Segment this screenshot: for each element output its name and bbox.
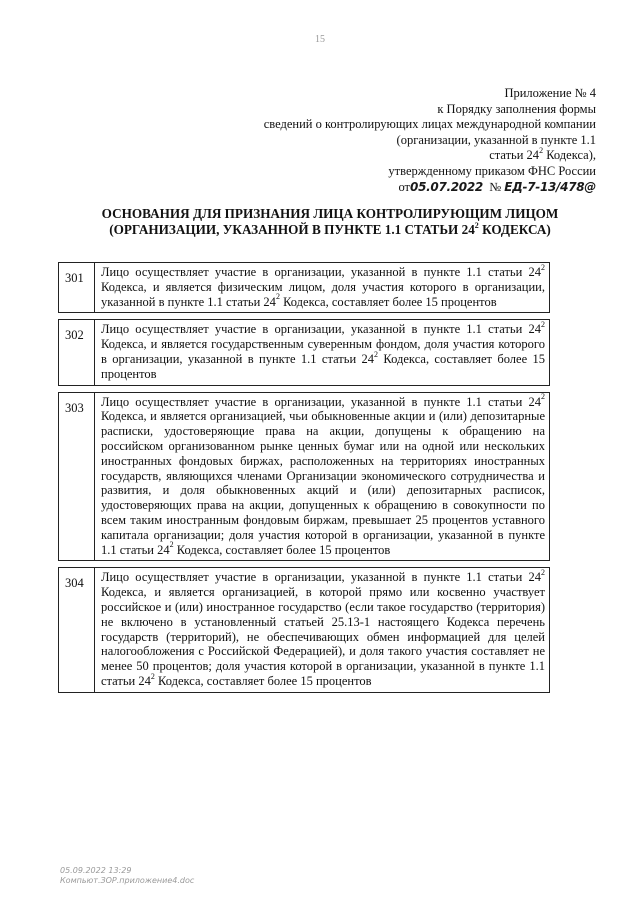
ground-text: Кодекса, и является физическим лицом, доля участия которого в организации, указанной в пункте 1.1 статьи 24 bbox=[101, 279, 545, 309]
page-number: 15 bbox=[315, 34, 325, 45]
appendix-header bbox=[236, 86, 596, 195]
superscript: 2 bbox=[539, 146, 544, 156]
appendix-text: Кодекса), bbox=[543, 148, 596, 163]
ground-text: Лицо осуществляет участие в организации, указанной в пункте 1.1 статьи 24 bbox=[101, 322, 541, 337]
document-title bbox=[60, 206, 600, 238]
superscript: 2 bbox=[374, 349, 379, 359]
ground-text: Лицо осуществляет участие в организации, указанной в пункте 1.1 статьи 24 bbox=[101, 265, 541, 279]
ground-code: 301 bbox=[59, 263, 95, 312]
appendix-line: сведений о контролирующих лицах международной компании bbox=[263, 117, 596, 132]
title-text: КОДЕКСА) bbox=[478, 222, 551, 237]
title-line bbox=[60, 222, 600, 238]
table-row bbox=[58, 262, 550, 313]
order-number-label: № bbox=[489, 179, 502, 194]
ground-code: 304 bbox=[59, 568, 95, 691]
superscript: 2 bbox=[541, 262, 545, 272]
appendix-line: утвержденному приказом ФНС России bbox=[388, 163, 596, 178]
superscript: 2 bbox=[150, 671, 155, 681]
order-reference bbox=[236, 180, 596, 196]
footer-timestamp: 05.09.2022 13:29 bbox=[60, 866, 132, 875]
appendix-line: к Порядку заполнения формы bbox=[437, 101, 596, 116]
superscript: 2 bbox=[275, 292, 280, 302]
handwritten-date: 05.07.2022 bbox=[410, 179, 483, 194]
handwritten-order-number: ЕД-7-13/478@ bbox=[504, 179, 596, 194]
order-from-label: от bbox=[398, 179, 411, 194]
appendix-line: (организации, указанной в пункте 1.1 bbox=[396, 132, 596, 147]
ground-description bbox=[95, 568, 549, 691]
ground-text: Лицо осуществляет участие в организации, указанной в пункте 1.1 статьи 24 bbox=[101, 394, 541, 409]
superscript: 2 bbox=[541, 392, 545, 402]
footer-filename: Компьют.ЗОР.приложение4.doc bbox=[60, 876, 195, 885]
title-text: (ОРГАНИЗАЦИИ, УКАЗАННОЙ В ПУНКТЕ 1.1 СТАТЬИ 24 bbox=[109, 222, 475, 237]
ground-description bbox=[95, 263, 549, 312]
table-row bbox=[58, 319, 550, 385]
table-row bbox=[58, 567, 550, 692]
superscript: 2 bbox=[541, 568, 545, 578]
ground-text: Кодекса, и является организацией, в которой прямо или косвенно участвует российское и (или) иностранное государство (если такое государство (территория) не включено в установленный статьей 25.13-1 настоящего Кодекса перечень государств (территорий), не обеспечивающих обмен информацией для целей налогообложения с Российской Федерацией), и доля такого участия составляет не менее 50 процентов; доля участия которой в организации, указанной в пункте 1.1 статьи 24 bbox=[101, 585, 545, 688]
ground-text: Кодекса, составляет более 15 процентов bbox=[154, 673, 372, 688]
title-line: ОСНОВАНИЯ ДЛЯ ПРИЗНАНИЯ ЛИЦА КОНТРОЛИРУЮЩИМ ЛИЦОМ bbox=[101, 206, 559, 221]
print-footer bbox=[60, 866, 194, 886]
superscript: 2 bbox=[169, 540, 174, 550]
ground-text: Кодекса, и является государственным суверенным фондом, доля участия которого в организации, указанной в пункте 1.1 статьи 24 bbox=[101, 337, 545, 366]
ground-text: Кодекса, составляет более 15 процентов bbox=[279, 294, 497, 309]
ground-text: Кодекса, составляет более 15 процентов bbox=[101, 351, 546, 381]
appendix-title: Приложение № 4 bbox=[504, 86, 596, 100]
appendix-line bbox=[236, 148, 596, 164]
superscript: 2 bbox=[474, 220, 479, 230]
ground-code: 302 bbox=[59, 320, 95, 384]
ground-description bbox=[95, 393, 549, 561]
ground-code: 303 bbox=[59, 393, 95, 561]
ground-text: Кодекса, составляет более 15 процентов bbox=[173, 542, 391, 557]
table-row bbox=[58, 392, 550, 562]
ground-description bbox=[95, 320, 549, 384]
superscript: 2 bbox=[541, 320, 545, 330]
ground-text: Кодекса, и является организацией, чьи обыкновенные акции и (или) депозитарные расписки, удостоверяющие права на акции, допущены к обращению на российском организованном рынке ценных бумаг или на одной или нескольких иностранных фондовых биржах, расположенных на территориях иностранных государств, являющихся членами Организации экономического сотрудничества и развития, и доля обыкновенных акций и (или) депозитарных расписок, удостоверяющих права на акции, допущенных к обращению в совокупности по всем таким иностранным фондовым биржам, превышает 25 процентов уставного капитала организации; доля участия которой в организации, указанной в пункте 1.1 статьи 24 bbox=[101, 409, 545, 557]
ground-text: Лицо осуществляет участие в организации, указанной в пункте 1.1 статьи 24 bbox=[101, 570, 541, 585]
appendix-text: статьи 24 bbox=[489, 148, 540, 163]
grounds-table bbox=[58, 262, 550, 699]
